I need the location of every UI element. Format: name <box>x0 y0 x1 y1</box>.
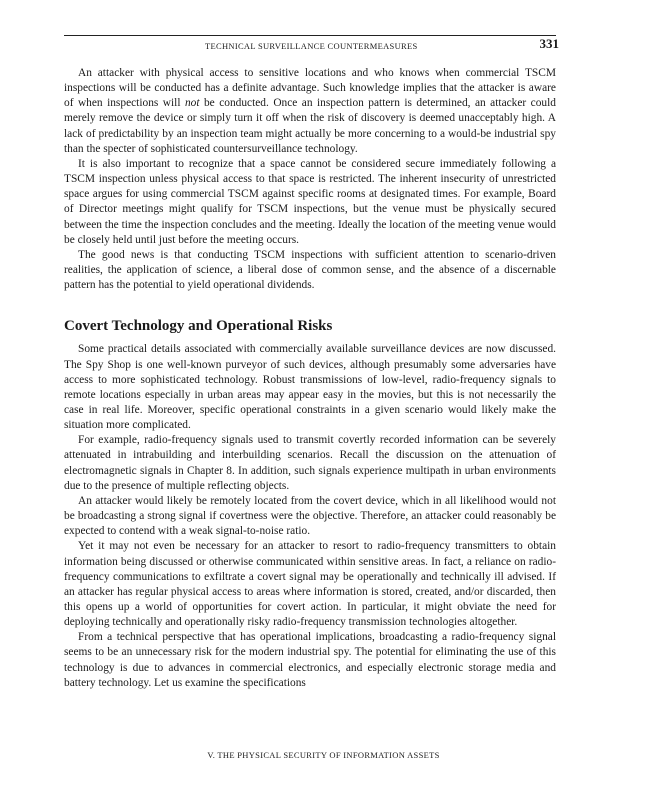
section-heading: Covert Technology and Operational Risks <box>64 318 333 335</box>
paragraph-2: It is also important to recognize that a space cannot be considered secure immediately following a TSCM inspection unless physical access to that space is restricted. The inherent insecurity of unrestricted space argues for using commercial TSCM against specific rooms at designated times. For example, Board of Director meetings might qualify for TSCM inspections, but the venue must be physically secured between the time the inspection concludes and the meeting. Ideally the location of the meeting venue would be closely held until just before the meeting occurs. <box>64 157 556 246</box>
paragraph-7: Yet it may not even be necessary for an attacker to resort to radio-frequency transmitters to obtain information being discussed or otherwise communicated within sensitive areas. In fact, a reliance on radio-frequency communications to exfiltrate a covert signal may be operationally and technically ill advised. If an attacker has regular physical access to areas where information is stored, created, and/or discarded, then this opens up a world of opportunities for covert action. In particular, it might obviate the need for deploying technically and operationally risky radio-frequency transmission technologies altogether. <box>64 540 556 629</box>
paragraph-5: For example, radio-frequency signals used to transmit covertly recorded information can be severely attenuated in intrabuilding and interbuilding scenarios. Recall the discussion on the attenuation of electromagnetic signals in Chapter 8. In addition, such signals experience multipath in urban environments due to the presence of multiple reflecting objects. <box>64 434 556 492</box>
paragraph-1 <box>64 66 556 157</box>
running-header: TECHNICAL SURVEILLANCE COUNTERMEASURES <box>205 41 418 51</box>
body-text <box>64 66 556 691</box>
paragraph-1-part-2: be conducted. Once an inspection pattern is determined, an attacker could merely remove the device or simply turn it off when the risk of discovery is deemed unacceptably high. A lack of predictability by an inspection team might actually be more concerning to a would-be industrial spy than the specter of sophisticated countersurveillance technology. <box>64 97 556 155</box>
emphasis-not: not <box>184 97 200 110</box>
running-footer: V. THE PHYSICAL SECURITY OF INFORMATION ASSETS <box>207 750 440 760</box>
paragraph-4: Some practical details associated with commercially available surveillance devices are now discussed. The Spy Shop is one well-known purveyor of such devices, although presumably some adversaries have access to more sophisticated technology. Robust transmissions of low-level, radio-frequency signals to remote locations especially in urban areas may appear easy in the movies, but this is not necessarily the case in real life. Moreover, specific operational constraints in a given scenario would likely make the situation more complicated. <box>64 343 556 432</box>
paragraph-3: The good news is that conducting TSCM inspections with sufficient attention to scenario-driven realities, the application of science, a liberal dose of common sense, and the absence of a discernable pattern has the potential to yield operational dividends. <box>64 248 556 292</box>
paragraph-6: An attacker would likely be remotely located from the covert device, which in all likelihood would not be broadcasting a strong signal if covertness were the objective. Therefore, an attacker could reasonably be expected to contend with a weak signal-to-noise ratio. <box>64 494 556 538</box>
paragraph-8: From a technical perspective that has operational implications, broadcasting a radio-frequency signal seems to be an unnecessary risk for the modern industrial spy. The potential for eliminating the use of this technology is due to advances in commercial electronics, and especially electronic storage media and battery technology. Let us examine the specifications <box>64 631 556 689</box>
page-number: 331 <box>539 36 559 51</box>
header-rule <box>64 35 556 36</box>
paragraph-1-part-1: An attacker with physical access to sensitive locations and who knows when commercial TSCM inspections will be conducted has a definite advantage. Such knowledge implies that the attacker is aware of when inspections will <box>64 67 556 110</box>
